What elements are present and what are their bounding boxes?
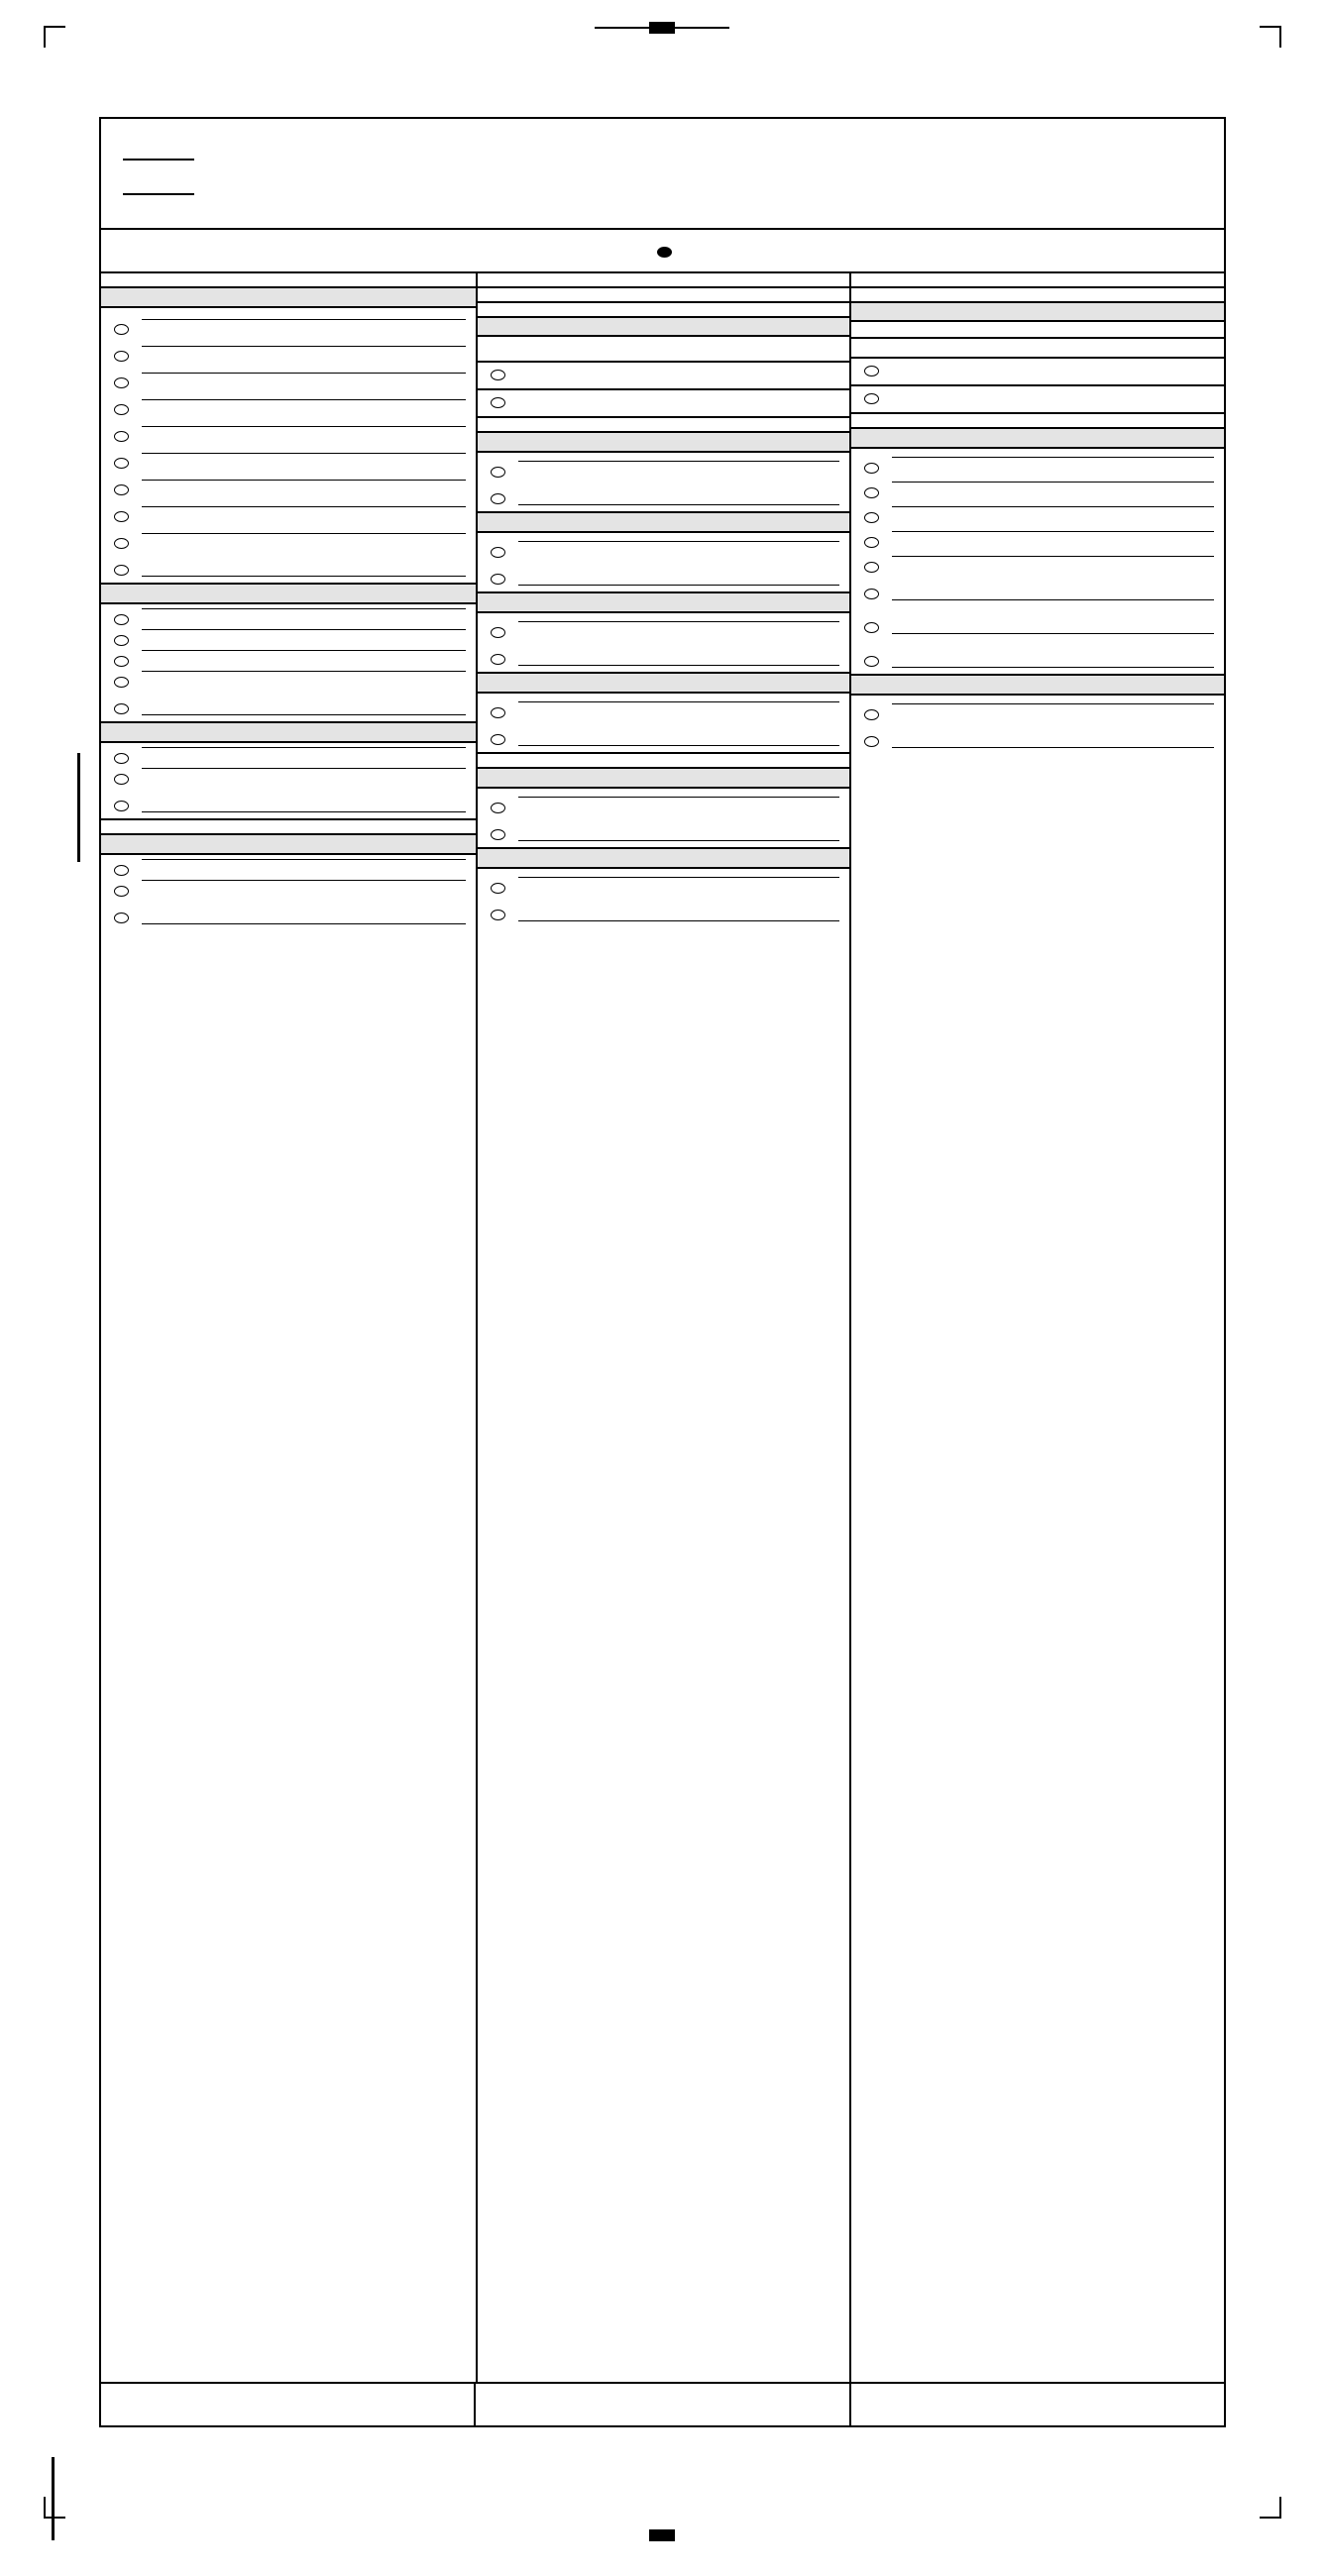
candidate-row[interactable] (851, 523, 1224, 548)
candidate-row[interactable] (101, 743, 476, 764)
vote-oval[interactable] (864, 512, 879, 523)
office-us-senator (101, 585, 476, 604)
vote-oval[interactable] (491, 467, 505, 478)
candidate-list-swcd-north-5 (478, 694, 850, 754)
vote-oval[interactable] (114, 565, 129, 576)
vote-oval[interactable] (864, 589, 879, 599)
write-in-field[interactable] (142, 697, 466, 716)
write-in-rule[interactable] (142, 794, 466, 812)
write-in-row[interactable] (101, 688, 476, 721)
header-left (101, 119, 388, 228)
candidate-row[interactable] (101, 855, 476, 876)
section-band-school-district (851, 414, 1224, 429)
candidate-names (142, 371, 466, 374)
candidate-names (892, 702, 1214, 704)
vote-oval[interactable] (491, 627, 505, 638)
write-in-rule[interactable] (518, 486, 840, 505)
write-in-row[interactable] (478, 813, 850, 847)
vote-oval[interactable] (114, 377, 129, 388)
candidate-names (142, 451, 466, 454)
candidate-names (142, 670, 466, 672)
candidate-names (518, 460, 840, 462)
candidate-row[interactable] (101, 876, 476, 897)
candidate-row[interactable] (101, 388, 476, 415)
write-in-field[interactable] (518, 822, 840, 842)
amendment-question-text (478, 337, 850, 361)
candidate-names (142, 767, 466, 769)
vote-oval[interactable] (114, 431, 129, 442)
registration-corner-bottom-right (1260, 2497, 1281, 2519)
candidate-row[interactable] (101, 469, 476, 495)
candidate-list-us-senator (101, 604, 476, 723)
write-in-field[interactable] (518, 903, 840, 922)
column-spacer-city-questions (851, 754, 1224, 2382)
candidate-names (892, 456, 1214, 458)
candidate-names (142, 317, 466, 320)
candidate-row[interactable] (101, 335, 476, 362)
vote-oval[interactable] (864, 463, 879, 474)
column-federal (101, 273, 476, 2382)
registration-corner-bottom-left (44, 2497, 65, 2519)
office-swcd-north-5 (478, 674, 850, 694)
vote-oval[interactable] (114, 538, 129, 549)
vote-front-and-back-notice (478, 927, 850, 951)
column-header-amendments (478, 273, 850, 288)
center-alignment-mark-bottom (649, 2529, 675, 2541)
section-band-city (478, 754, 850, 769)
vote-oval[interactable] (864, 562, 879, 573)
candidate-list-county-commissioner (478, 453, 850, 513)
write-in-field[interactable] (892, 615, 1214, 635)
write-in-rule[interactable] (518, 822, 840, 841)
candidate-row[interactable] (851, 548, 1224, 573)
candidate-row[interactable] (478, 694, 850, 718)
column-city-questions (849, 273, 1224, 2382)
office-county-commissioner (478, 433, 850, 453)
write-in-row[interactable] (851, 720, 1224, 754)
vote-oval[interactable] (491, 493, 505, 504)
vote-oval[interactable] (491, 910, 505, 920)
write-in-field[interactable] (892, 582, 1214, 601)
candidate-list-council-ward-4 (478, 869, 850, 927)
write-in-row[interactable] (851, 640, 1224, 674)
candidate-row[interactable] (478, 613, 850, 638)
candidate-names (892, 481, 1214, 483)
write-in-rule[interactable] (518, 647, 840, 666)
write-in-row[interactable] (478, 894, 850, 927)
registration-corner-top-right (1260, 26, 1281, 48)
candidate-list-council-at-large (478, 789, 850, 849)
candidate-names (518, 620, 840, 622)
candidate-names (892, 555, 1214, 557)
city-question-1-text (851, 339, 1224, 357)
vote-oval[interactable] (864, 622, 879, 633)
vote-oval[interactable] (491, 734, 505, 745)
candidate-list-swcd-north-2 (478, 533, 850, 593)
candidate-row[interactable] (101, 604, 476, 625)
judge-blank-2[interactable] (123, 193, 194, 195)
yes-option[interactable] (851, 357, 1224, 384)
write-in-rule[interactable] (892, 582, 1214, 600)
ballot-footer (101, 2382, 1224, 2425)
vote-oval[interactable] (491, 547, 505, 558)
candidate-row[interactable] (478, 789, 850, 813)
section-band-state (101, 820, 476, 835)
instructions-body (107, 244, 1218, 261)
filled-oval-example-icon (657, 247, 672, 258)
office-council-ward-4 (478, 849, 850, 869)
candidate-row[interactable] (851, 449, 1224, 474)
write-in-row[interactable] (478, 638, 850, 672)
vote-oval[interactable] (114, 912, 129, 923)
write-in-field[interactable] (518, 567, 840, 587)
vote-oval[interactable] (114, 774, 129, 785)
vote-oval[interactable] (114, 753, 129, 764)
column-spacer-amendments (478, 951, 850, 2382)
vote-oval[interactable] (864, 487, 879, 498)
candidate-row[interactable] (101, 415, 476, 442)
column-header-city-questions (851, 273, 1224, 288)
write-in-row[interactable] (851, 573, 1224, 606)
candidate-list-us-representative (101, 743, 476, 820)
candidate-names (142, 746, 466, 748)
candidate-row[interactable] (101, 442, 476, 469)
candidate-row[interactable] (478, 453, 850, 478)
registration-corner-top-left (44, 26, 65, 48)
ballot-columns (101, 273, 1224, 2382)
write-in-field[interactable] (142, 558, 466, 578)
write-in-field[interactable] (518, 647, 840, 667)
write-in-rule[interactable] (142, 697, 466, 715)
write-in-row[interactable] (101, 897, 476, 930)
footer-codes (849, 2384, 1224, 2425)
candidate-row[interactable] (851, 474, 1224, 498)
vote-oval[interactable] (114, 677, 129, 688)
vote-oval[interactable] (491, 370, 505, 380)
ballot-sheet (99, 117, 1226, 2427)
candidate-names (142, 649, 466, 651)
write-in-row[interactable] (478, 558, 850, 591)
vote-oval[interactable] (491, 803, 505, 813)
vote-oval[interactable] (491, 707, 505, 718)
write-in-rule[interactable] (142, 558, 466, 577)
column-spacer-federal (101, 930, 476, 2382)
candidate-names (142, 628, 466, 630)
write-in-rule[interactable] (892, 649, 1214, 668)
candidate-names (142, 504, 466, 507)
vote-oval[interactable] (114, 865, 129, 876)
candidate-names (142, 397, 466, 400)
write-in-field[interactable] (142, 906, 466, 925)
amendment-yes-no (478, 361, 850, 418)
candidate-names (142, 344, 466, 347)
footer-precinct (101, 2384, 474, 2425)
candidate-row[interactable] (101, 495, 476, 522)
write-in-row[interactable] (851, 606, 1224, 640)
candidate-names (892, 505, 1214, 507)
center-alignment-mark-top (649, 22, 675, 34)
candidate-names (518, 876, 840, 878)
candidate-names (518, 796, 840, 798)
candidate-row[interactable] (101, 646, 476, 667)
candidate-row[interactable] (101, 667, 476, 688)
yes-no-group (478, 361, 850, 416)
candidate-row[interactable] (101, 362, 476, 388)
vote-oval[interactable] (114, 886, 129, 897)
header-title-block (388, 119, 1224, 228)
vote-oval[interactable] (864, 537, 879, 548)
vote-oval[interactable] (114, 351, 129, 362)
vote-oval[interactable] (491, 829, 505, 840)
vote-oval[interactable] (864, 366, 879, 376)
vote-oval[interactable] (864, 393, 879, 404)
candidate-row[interactable] (101, 522, 476, 549)
judge-signature-line-2 (117, 182, 388, 200)
candidate-list-school-board-member (851, 449, 1224, 676)
column-header-federal (101, 273, 476, 288)
candidate-names (518, 540, 840, 542)
write-in-field[interactable] (142, 794, 466, 813)
write-in-rule[interactable] (892, 615, 1214, 634)
office-president (101, 288, 476, 308)
vote-oval[interactable] (864, 709, 879, 720)
write-in-row[interactable] (478, 718, 850, 752)
vote-oval[interactable] (114, 484, 129, 495)
write-in-field[interactable] (892, 729, 1214, 749)
judge-signature-line-1 (117, 148, 388, 165)
amendment-question-title (478, 318, 850, 337)
left-edge-bar-upper (77, 753, 80, 862)
vote-oval[interactable] (114, 656, 129, 667)
candidate-names (518, 700, 840, 702)
write-in-field[interactable] (518, 486, 840, 506)
write-in-rule[interactable] (892, 729, 1214, 748)
candidate-names (892, 530, 1214, 532)
candidate-list-special-election (851, 696, 1224, 754)
left-edge-bar (52, 2457, 55, 2540)
vote-oval[interactable] (491, 883, 505, 894)
write-in-field[interactable] (892, 649, 1214, 669)
no-option[interactable] (851, 384, 1224, 412)
yes-option[interactable] (478, 361, 850, 388)
vote-oval[interactable] (491, 397, 505, 408)
amendment-instruction-1 (478, 288, 850, 303)
ballot-header (101, 119, 1224, 230)
candidate-list-president (101, 308, 476, 585)
office-swcd-north-4 (478, 593, 850, 613)
candidate-names (142, 879, 466, 881)
city-question-instruction (851, 288, 1224, 303)
vote-oval[interactable] (114, 324, 129, 335)
office-state-representative (101, 835, 476, 855)
office-council-at-large (478, 769, 850, 789)
section-band-county (478, 418, 850, 433)
candidate-row[interactable] (851, 498, 1224, 523)
vote-oval[interactable] (114, 458, 129, 469)
candidate-names (142, 858, 466, 860)
vote-oval[interactable] (114, 801, 129, 811)
candidate-names (142, 531, 466, 534)
judge-blank-1[interactable] (123, 159, 194, 161)
candidate-row[interactable] (478, 533, 850, 558)
vote-oval[interactable] (114, 703, 129, 714)
vote-oval[interactable] (491, 574, 505, 585)
vote-oval[interactable] (114, 635, 129, 646)
office-special-election-school-board (851, 676, 1224, 696)
vote-oval[interactable] (114, 511, 129, 522)
vote-oval[interactable] (114, 404, 129, 415)
office-us-representative (101, 723, 476, 743)
vote-oval[interactable] (491, 654, 505, 665)
footer-number (474, 2384, 848, 2425)
candidate-names (142, 478, 466, 481)
write-in-rule[interactable] (142, 906, 466, 924)
voter-instructions (101, 230, 1224, 273)
city-question-1-yes-no (851, 357, 1224, 414)
amendment-instruction-2 (478, 303, 850, 318)
vote-oval[interactable] (864, 656, 879, 667)
candidate-names (142, 424, 466, 427)
column-amendments (476, 273, 850, 2382)
candidate-list-swcd-north-4 (478, 613, 850, 674)
candidate-row[interactable] (101, 625, 476, 646)
write-in-row[interactable] (478, 478, 850, 511)
vote-oval[interactable] (114, 614, 129, 625)
write-in-rule[interactable] (518, 727, 840, 746)
vote-oval[interactable] (864, 736, 879, 747)
write-in-field[interactable] (518, 727, 840, 747)
write-in-rule[interactable] (518, 567, 840, 586)
candidate-row[interactable] (101, 764, 476, 785)
candidate-list-state-representative (101, 855, 476, 930)
candidate-row[interactable] (101, 308, 476, 335)
office-swcd-north-2 (478, 513, 850, 533)
no-option[interactable] (478, 388, 850, 416)
write-in-row[interactable] (101, 785, 476, 818)
write-in-row[interactable] (101, 549, 476, 583)
write-in-rule[interactable] (518, 903, 840, 921)
candidate-row[interactable] (478, 869, 850, 894)
city-question-1-title (851, 322, 1224, 339)
city-question-1-label (851, 303, 1224, 322)
candidate-row[interactable] (851, 696, 1224, 720)
office-school-board-member (851, 429, 1224, 449)
candidate-names (142, 607, 466, 609)
